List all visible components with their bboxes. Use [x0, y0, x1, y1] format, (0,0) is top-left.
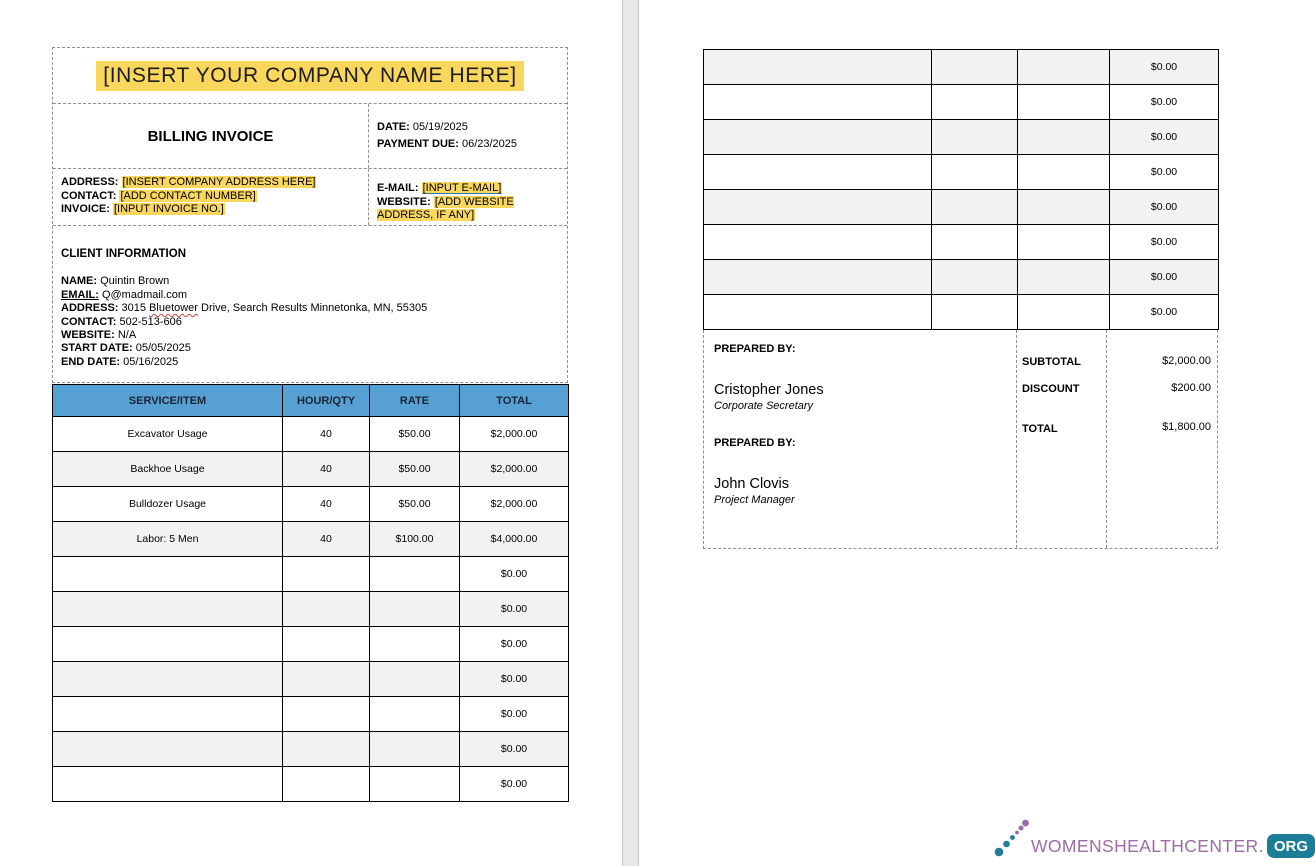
- cell-total: $2,000.00: [460, 452, 569, 487]
- cell-rate[interactable]: [1018, 120, 1110, 155]
- cell-rate[interactable]: $100.00: [370, 522, 460, 557]
- client-address-part1: 3015: [121, 302, 150, 315]
- payment-due-line: [377, 136, 563, 153]
- logo-wordmark: WOMENSHEALTHCENTER.: [1031, 835, 1264, 856]
- date-label: DATE:: [377, 121, 410, 133]
- service-table: [52, 384, 569, 802]
- invoice-header-box: [52, 47, 568, 383]
- cell-total: $0.00: [460, 732, 569, 767]
- prepared-by-label: PREPARED BY:: [714, 343, 796, 355]
- payment-due-label: PAYMENT DUE:: [377, 138, 459, 150]
- company-address-line: [61, 176, 364, 190]
- company-details-left: [53, 169, 369, 225]
- cell-total: $0.00: [460, 767, 569, 802]
- table-row: [53, 487, 569, 522]
- preparer-name: John Clovis: [714, 476, 789, 492]
- cell-rate[interactable]: [1018, 225, 1110, 260]
- cell-qty[interactable]: [932, 225, 1018, 260]
- client-end-date-label: END DATE:: [61, 355, 121, 368]
- cell-qty[interactable]: [283, 732, 370, 767]
- signature-block-2: [714, 437, 1008, 506]
- cell-qty[interactable]: 40: [283, 452, 370, 487]
- cell-qty[interactable]: 40: [283, 417, 370, 452]
- table-row: [704, 295, 1219, 330]
- subtotal-label: SUBTOTAL: [1022, 356, 1081, 368]
- client-address-misspelled-word: Bluetower: [149, 302, 198, 315]
- company-website-line: [377, 196, 563, 223]
- date-line: [377, 119, 563, 136]
- cell-total: $2,000.00: [460, 417, 569, 452]
- prepared-by-label: PREPARED BY:: [714, 437, 796, 449]
- table-row: [53, 662, 569, 697]
- cell-service[interactable]: Labor: 5 Men: [53, 522, 283, 557]
- cell-service[interactable]: [704, 190, 932, 225]
- cell-rate[interactable]: [1018, 190, 1110, 225]
- cell-rate[interactable]: [1018, 85, 1110, 120]
- cell-rate[interactable]: [370, 697, 460, 732]
- cell-total: $0.00: [1110, 50, 1219, 85]
- table-row: [704, 190, 1219, 225]
- cell-service[interactable]: [704, 260, 932, 295]
- cell-qty[interactable]: [932, 120, 1018, 155]
- client-website-line: [61, 329, 561, 342]
- client-email-label: EMAIL:: [61, 288, 99, 301]
- table-row: [704, 260, 1219, 295]
- table-row: [53, 627, 569, 662]
- logo-org-badge: ORG: [1267, 834, 1315, 858]
- cell-rate[interactable]: [1018, 50, 1110, 85]
- cell-qty[interactable]: [283, 557, 370, 592]
- cell-total: $2,000.00: [460, 487, 569, 522]
- company-address-label: ADDRESS:: [61, 176, 119, 188]
- table-row: [53, 767, 569, 802]
- client-info-title: CLIENT INFORMATION: [61, 248, 186, 260]
- cell-rate[interactable]: [370, 662, 460, 697]
- cell-total: $0.00: [460, 592, 569, 627]
- date-value: 05/19/2025: [412, 121, 468, 133]
- invoice-number-placeholder[interactable]: [INPUT INVOICE NO.]: [113, 203, 224, 216]
- cell-rate[interactable]: $50.00: [370, 452, 460, 487]
- client-start-date-label: START DATE:: [61, 342, 133, 355]
- totals-values-column: [1107, 330, 1217, 548]
- cell-total: $0.00: [460, 627, 569, 662]
- cell-qty[interactable]: [283, 592, 370, 627]
- cell-total: $0.00: [1110, 85, 1219, 120]
- client-start-date-line: [61, 342, 561, 355]
- cell-total: $0.00: [1110, 190, 1219, 225]
- client-website-value: N/A: [117, 329, 137, 342]
- cell-service[interactable]: [704, 85, 932, 120]
- invoice-title-cell: [53, 104, 369, 168]
- cell-service[interactable]: [53, 557, 283, 592]
- company-name-row: [53, 48, 567, 104]
- cell-qty[interactable]: [932, 190, 1018, 225]
- invoice-page-2: [639, 0, 1309, 866]
- total-value: $1,800.00: [1162, 421, 1211, 433]
- cell-service[interactable]: [53, 732, 283, 767]
- table-row: [53, 452, 569, 487]
- table-row: [53, 592, 569, 627]
- womenshealthcenter-logo: [994, 812, 1315, 858]
- subtotal-value: $2,000.00: [1162, 355, 1211, 367]
- cell-total: $0.00: [460, 557, 569, 592]
- client-address-line: [61, 302, 561, 315]
- signature-block-1: [714, 343, 1008, 412]
- preparer-title: Project Manager: [714, 494, 795, 506]
- company-email-label: E-MAIL:: [377, 182, 419, 194]
- cell-qty[interactable]: [932, 295, 1018, 330]
- client-name-line: [61, 275, 561, 288]
- table-row: [704, 50, 1219, 85]
- date-cell: [369, 104, 567, 168]
- cell-service[interactable]: Excavator Usage: [53, 417, 283, 452]
- company-website-label: WEBSITE:: [377, 195, 431, 208]
- payment-due-value: 06/23/2025: [461, 138, 518, 150]
- client-end-date-value: 05/16/2025: [123, 355, 179, 368]
- table-row: [704, 225, 1219, 260]
- table-row: [53, 557, 569, 592]
- client-address-label: ADDRESS:: [61, 302, 119, 315]
- discount-value: $200.00: [1171, 382, 1211, 394]
- table-row: [53, 522, 569, 557]
- cell-rate[interactable]: [370, 767, 460, 802]
- cell-service[interactable]: Backhoe Usage: [53, 452, 283, 487]
- table-row: [704, 120, 1219, 155]
- table-row: [704, 85, 1219, 120]
- cell-service[interactable]: Bulldozer Usage: [53, 487, 283, 522]
- client-information-section: [53, 226, 567, 369]
- cell-service[interactable]: [704, 295, 932, 330]
- client-start-date-value: 05/05/2025: [135, 342, 191, 355]
- client-name-value: Quintin Brown: [100, 275, 170, 288]
- client-name-label: NAME:: [61, 275, 98, 288]
- cell-rate[interactable]: [370, 627, 460, 662]
- discount-label: DISCOUNT: [1022, 383, 1080, 395]
- title-date-row: [53, 104, 567, 169]
- cell-service[interactable]: [53, 767, 283, 802]
- cell-qty[interactable]: [932, 85, 1018, 120]
- cell-service[interactable]: [704, 50, 932, 85]
- column-header-total: TOTAL: [460, 385, 569, 417]
- company-contact-line: [61, 190, 364, 204]
- preparer-title: Corporate Secretary: [714, 400, 814, 412]
- cell-service[interactable]: [53, 592, 283, 627]
- prepared-by-column: [704, 330, 1016, 548]
- cell-rate[interactable]: $50.00: [370, 487, 460, 522]
- cell-qty[interactable]: [283, 767, 370, 802]
- cell-qty[interactable]: [283, 662, 370, 697]
- company-address-placeholder[interactable]: [INSERT COMPANY ADDRESS HERE]: [122, 176, 316, 188]
- page-gap-divider: [622, 0, 639, 866]
- cell-total: $0.00: [1110, 225, 1219, 260]
- client-contact-line: [61, 316, 561, 329]
- cell-qty[interactable]: 40: [283, 522, 370, 557]
- signature-totals-section: [703, 330, 1218, 549]
- cell-rate[interactable]: [1018, 260, 1110, 295]
- cell-total: $4,000.00: [460, 522, 569, 557]
- cell-rate[interactable]: [1018, 155, 1110, 190]
- cell-rate[interactable]: [1018, 295, 1110, 330]
- client-contact-label: CONTACT:: [61, 315, 117, 328]
- cell-total: $0.00: [1110, 260, 1219, 295]
- cell-service[interactable]: [53, 697, 283, 732]
- preparer-name: Cristopher Jones: [714, 382, 824, 398]
- cell-service[interactable]: [53, 662, 283, 697]
- cell-rate[interactable]: [370, 592, 460, 627]
- cell-qty[interactable]: [283, 697, 370, 732]
- logo-dots-icon: [994, 818, 1031, 858]
- invoice-number-line: [61, 203, 364, 217]
- cell-service[interactable]: [53, 627, 283, 662]
- client-contact-value: 502-513-606: [119, 315, 182, 328]
- total-label: TOTAL: [1022, 423, 1058, 435]
- service-table-continued: [703, 49, 1219, 330]
- invoice-page-1: [0, 0, 622, 866]
- table-row: [53, 732, 569, 767]
- company-details-row: [53, 169, 567, 226]
- cell-total: $0.00: [1110, 155, 1219, 190]
- cell-total: $0.00: [460, 697, 569, 732]
- cell-rate[interactable]: $50.00: [370, 417, 460, 452]
- invoice-title: BILLING INVOICE: [147, 127, 274, 145]
- cell-qty[interactable]: [932, 155, 1018, 190]
- company-contact-placeholder[interactable]: [ADD CONTACT NUMBER]: [120, 189, 256, 202]
- column-header-hour-qty: HOUR/QTY: [283, 385, 370, 417]
- cell-total: $0.00: [460, 662, 569, 697]
- cell-total: $0.00: [1110, 295, 1219, 330]
- cell-qty[interactable]: [283, 627, 370, 662]
- table-row: [53, 417, 569, 452]
- column-header-service-item: SERVICE/ITEM: [53, 385, 283, 417]
- cell-rate[interactable]: [370, 732, 460, 767]
- client-email-value: Q@madmail.com: [101, 288, 188, 301]
- client-end-date-line: [61, 356, 561, 369]
- company-email-line: [377, 182, 563, 196]
- company-contact-label: CONTACT:: [61, 189, 117, 202]
- company-email-placeholder[interactable]: [INPUT E-MAIL]: [422, 182, 502, 194]
- cell-rate[interactable]: [370, 557, 460, 592]
- company-details-right: [369, 169, 567, 225]
- cell-qty[interactable]: [932, 50, 1018, 85]
- table-row: [704, 155, 1219, 190]
- cell-qty[interactable]: 40: [283, 487, 370, 522]
- cell-total: $0.00: [1110, 120, 1219, 155]
- table-row: [53, 697, 569, 732]
- client-email-line: [61, 289, 561, 302]
- column-header-rate: RATE: [370, 385, 460, 417]
- company-name-placeholder[interactable]: [INSERT YOUR COMPANY NAME HERE]: [96, 61, 523, 91]
- invoice-number-label: INVOICE:: [61, 203, 110, 216]
- service-table-header-row: [53, 385, 569, 417]
- totals-labels-column: [1016, 330, 1107, 548]
- cell-service[interactable]: [704, 120, 932, 155]
- cell-qty[interactable]: [932, 260, 1018, 295]
- cell-service[interactable]: [704, 225, 932, 260]
- company-website-placeholder[interactable]: [ADD WEBSITE ADDRESS, IF ANY]: [377, 195, 514, 222]
- cell-service[interactable]: [704, 155, 932, 190]
- client-website-label: WEBSITE:: [61, 329, 115, 342]
- client-address-part2: Drive, Search Results Minnetonka, MN, 55305: [197, 302, 428, 315]
